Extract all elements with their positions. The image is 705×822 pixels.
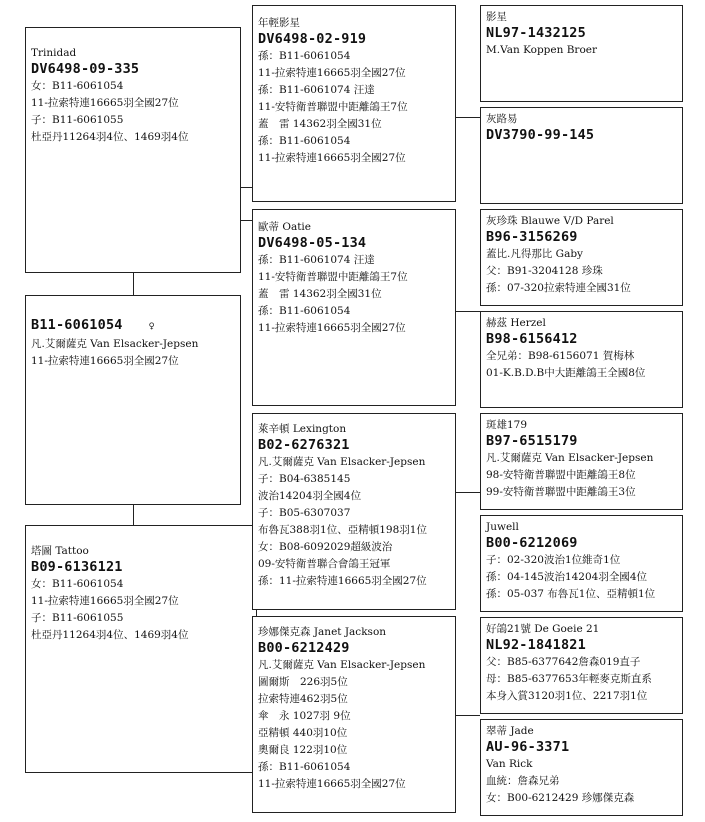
ancestor-name: Juwell (486, 521, 519, 533)
detail-line: 11-拉索特連16665羽全國27位 (31, 97, 179, 109)
detail-line: 孫：B11-6061054 (258, 761, 351, 773)
detail-line: 孫：04-145波治14204羽全國4位 (486, 571, 648, 583)
detail-line: 孫：B11-6061054 (258, 135, 351, 147)
detail-line: 本身入賞3120羽1位、2217羽1位 (486, 690, 648, 702)
detail-line: 父：B91-3204128 珍珠 (486, 265, 603, 277)
ancestor-ring: B97-6515179 (486, 433, 578, 449)
detail-line: 凡.艾爾薩克 Van Elsacker-Jepsen (486, 452, 654, 464)
detail-line: 凡.艾爾薩克 Van Elsacker-Jepsen (258, 456, 426, 468)
detail-line: 凡.艾爾薩克 Van Elsacker-Jepsen (258, 659, 426, 671)
detail-line: 父：B85-6377642詹森019直子 (486, 656, 641, 668)
detail-line: 11-拉索特連16665羽全國27位 (31, 355, 179, 367)
dam-card (25, 525, 257, 773)
sire-ring: B11-6061054 (31, 317, 123, 333)
detail-line: 母：B85-6377653年輕麥克斯直系 (486, 673, 652, 685)
detail-line: 子：B05-6307037 (258, 507, 351, 519)
grandparent-ring: DV6498-05-134 (258, 235, 367, 251)
ancestor-name: 翠蒂 Jade (486, 725, 534, 737)
grandparent-card (252, 5, 456, 202)
detail-line: 拉索特連462羽5位 (258, 693, 348, 705)
detail-line: M.Van Koppen Broer (486, 44, 597, 56)
detail-line: 11-拉索特連16665羽全國27位 (258, 322, 406, 334)
connector-line (455, 117, 480, 118)
ancestor-name: 灰珍珠 Blauwe V/D Parel (486, 215, 614, 227)
ancestor-ring: B00-6212069 (486, 535, 578, 551)
ancestor-ring: B96-3156269 (486, 229, 578, 245)
detail-line: 女：B00-6212429 珍娜傑克森 (486, 792, 635, 804)
ancestor-ring: B98-6156412 (486, 331, 578, 347)
connector-line (133, 272, 134, 296)
detail-line: 11-拉索特連16665羽全國27位 (258, 778, 406, 790)
ancestor-name: 好鴿21號 De Goeie 21 (486, 623, 600, 635)
detail-line: 11-拉索特連16665羽全國27位 (31, 595, 179, 607)
ancestor-name: 赫茲 Herzel (486, 317, 546, 329)
dam-ring: B09-6136121 (31, 559, 123, 575)
detail-line: 波治14204羽全國4位 (258, 490, 362, 502)
great-grandparent-card (480, 311, 683, 408)
detail-line: 蓋 雷 14362羽全國31位 (258, 288, 382, 300)
ancestor-ring: AU-96-3371 (486, 739, 570, 755)
detail-line: 子：02-320波治1位維奇1位 (486, 554, 621, 566)
great-grandparent-card (480, 617, 683, 714)
detail-line: 11-安特衛普聯盟中距離鴿王7位 (258, 101, 408, 113)
detail-line: 11-拉索特連16665羽全國27位 (258, 152, 406, 164)
detail-line: 孫：B11-6061074 汪達 (258, 254, 375, 266)
detail-line: 孫：B11-6061074 汪達 (258, 84, 375, 96)
connector-line (455, 715, 480, 716)
subject-card (25, 27, 241, 273)
sire-ring-row (31, 316, 236, 336)
subject-name: Trinidad (31, 47, 77, 59)
subject-ring: DV6498-09-335 (31, 61, 140, 77)
detail-line: 99-安特衛普聯盟中距離鴿王3位 (486, 486, 636, 498)
detail-line: 傘 永 1027羽 9位 (258, 710, 351, 722)
ancestor-name: 斑雄179 (486, 419, 528, 431)
detail-line: 09-安特衛普聯合會鴿王冠軍 (258, 558, 391, 570)
detail-line: 01-K.B.D.B中大距離鴿王全國8位 (486, 367, 646, 379)
detail-line: 亞精頓 440羽10位 (258, 727, 348, 739)
connector-line (133, 504, 134, 526)
great-grandparent-card (480, 209, 683, 306)
grandparent-name: 年輕影星 (258, 17, 300, 29)
connector-line (240, 220, 252, 221)
detail-line: 孫：B11-6061054 (258, 305, 351, 317)
detail-line: 凡.艾爾薩克 Van Elsacker-Jepsen (31, 338, 199, 350)
grandparent-ring: DV6498-02-919 (258, 31, 367, 47)
grandparent-ring: B02-6276321 (258, 437, 350, 453)
connector-line (455, 492, 480, 493)
detail-line: 女：B08-6092029超級波治 (258, 541, 393, 553)
grandparent-name: 珍娜傑克森 Janet Jackson (258, 626, 387, 638)
detail-line: 全兄弟：B98-6156071 賀梅林 (486, 350, 635, 362)
detail-line: 杜亞丹11264羽4位、1469羽4位 (31, 131, 189, 143)
detail-line: 子：B11-6061055 (31, 612, 124, 624)
grandparent-card (252, 209, 456, 406)
ancestor-name: 影星 (486, 11, 507, 23)
great-grandparent-card (480, 719, 683, 816)
grandparent-card (252, 616, 456, 813)
grandparent-ring: B00-6212429 (258, 640, 350, 656)
detail-line: 血統：詹森兄弟 (486, 775, 560, 787)
sire-card (25, 295, 241, 505)
sex-symbol: ♀ (148, 321, 155, 332)
great-grandparent-card (480, 107, 683, 204)
detail-line: 子：B11-6061055 (31, 114, 124, 126)
detail-line: 孫：05-037 布魯瓦1位、亞精頓1位 (486, 588, 656, 600)
ancestor-name: 灰路易 (486, 113, 518, 125)
detail-line: 孫：B11-6061054 (258, 50, 351, 62)
detail-line: 蓋比.凡得那比 Gaby (486, 248, 583, 260)
ancestor-ring: NL92-1841821 (486, 637, 586, 653)
detail-line: 杜亞丹11264羽4位、1469羽4位 (31, 629, 189, 641)
dam-name: 塔圖 Tattoo (31, 545, 89, 557)
great-grandparent-card (480, 515, 683, 612)
ancestor-ring: DV3790-99-145 (486, 127, 595, 143)
detail-line: 孫：07-320拉索特連全國31位 (486, 282, 631, 294)
detail-line: 女：B11-6061054 (31, 80, 124, 92)
grandparent-card (252, 413, 456, 610)
great-grandparent-card (480, 5, 683, 102)
detail-line: 奧爾良 122羽10位 (258, 744, 348, 756)
detail-line: 子：B04-6385145 (258, 473, 351, 485)
detail-line: 蓋 雷 14362羽全國31位 (258, 118, 382, 130)
connector-line (240, 187, 252, 188)
detail-line: 布魯瓦388羽1位、亞精頓198羽1位 (258, 524, 427, 536)
detail-line: 圖爾斯 226羽5位 (258, 676, 348, 688)
ancestor-ring: NL97-1432125 (486, 25, 586, 41)
detail-line: 孫：11-拉索特連16665羽全國27位 (258, 575, 427, 587)
grandparent-name: 萊辛頓 Lexington (258, 423, 347, 435)
detail-line: 女：B11-6061054 (31, 578, 124, 590)
detail-line: Van Rick (486, 758, 533, 770)
detail-line: 11-安特衛普聯盟中距離鴿王7位 (258, 271, 408, 283)
great-grandparent-card (480, 413, 683, 510)
detail-line: 11-拉索特連16665羽全國27位 (258, 67, 406, 79)
detail-line: 98-安特衛普聯盟中距離鴿王8位 (486, 469, 636, 481)
connector-line (455, 311, 480, 312)
grandparent-name: 歐蒂 Oatie (258, 221, 311, 233)
